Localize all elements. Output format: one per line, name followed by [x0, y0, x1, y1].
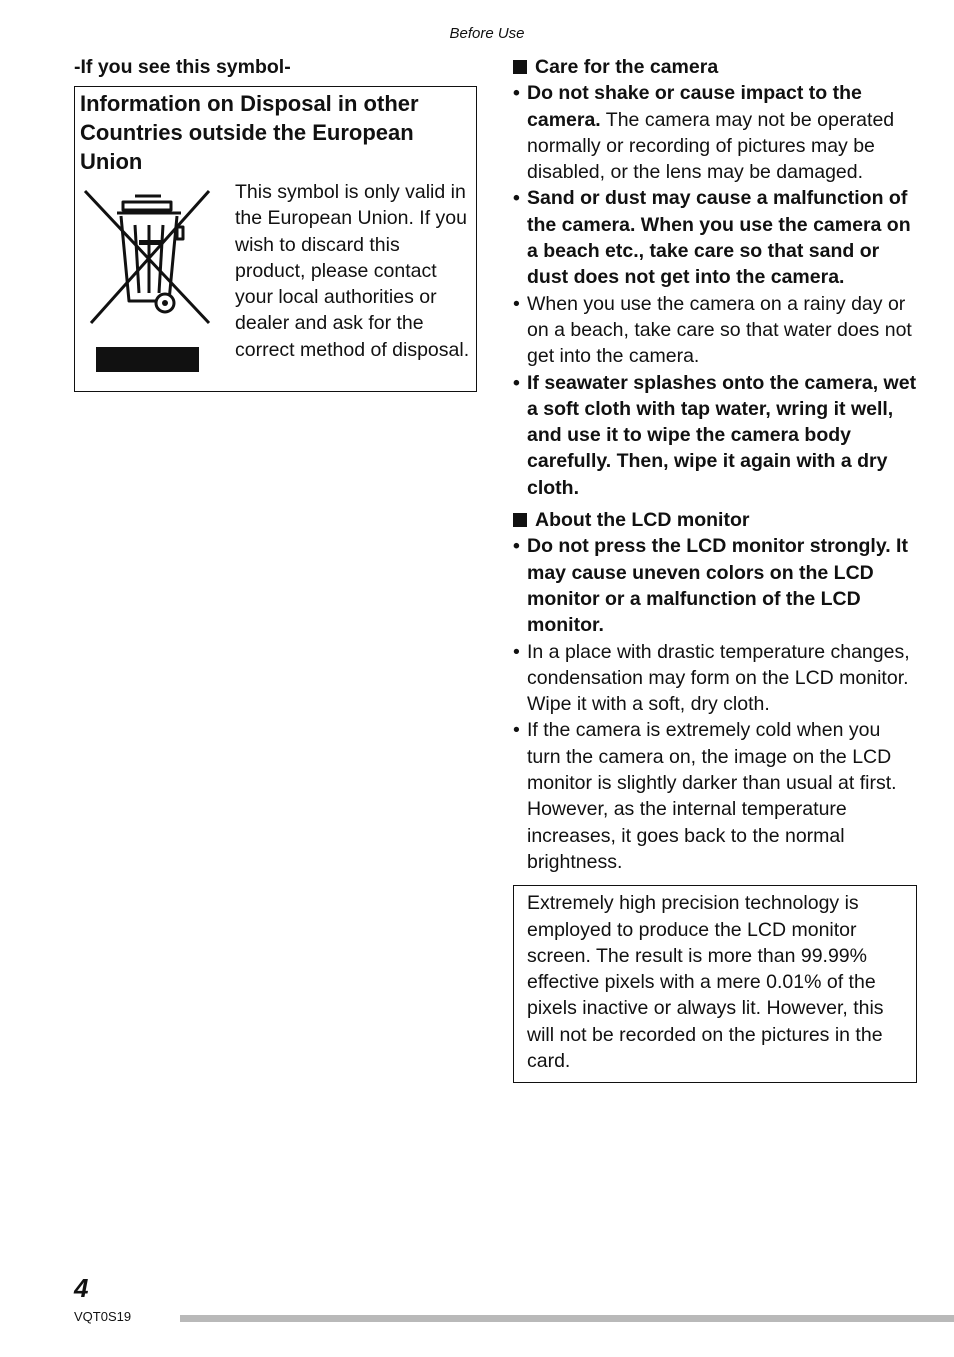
disposal-text: This symbol is only valid in the European Union. If you wish to discard this product, please contact your local authorities or dealer and ask for the correct method of disposal.: [235, 181, 470, 361]
care-list: [513, 80, 917, 501]
black-bar: [96, 347, 199, 372]
footer-bar: [180, 1315, 954, 1322]
crossed-out-wheelie-bin-icon: [83, 189, 213, 329]
page-number: 4: [74, 1273, 89, 1303]
square-bullet-icon: [513, 513, 527, 527]
care-item-1-bold: Do not shake or cause impact to the camera.: [527, 82, 862, 131]
lcd-heading: [513, 507, 917, 533]
list-item: • If seawater splashes onto the camera, wet a soft cloth with tap water, wring it well, and use it to wipe the camera body carefully. Then, wipe it again with a dry cloth.: [513, 370, 917, 501]
list-item: • In a place with drastic temperature changes, condensation may form on the LCD monitor. Wipe it with a soft, dry cloth.: [513, 639, 917, 718]
lcd-list: [513, 533, 917, 875]
care-and-lcd-section: [513, 54, 917, 1083]
care-heading-text: Care for the camera: [535, 56, 719, 78]
list-item: • Do not press the LCD monitor strongly. It may cause uneven colors on the LCD monitor or a malfunction of the LCD monitor.: [513, 533, 917, 638]
square-bullet-icon: [513, 60, 527, 74]
care-item-1-text: The camera may not be operated normally or recording of pictures may be disabled, or the lens may be damaged.: [527, 108, 895, 184]
disposal-box: [74, 86, 477, 392]
page-header: Before Use: [449, 25, 525, 42]
disposal-section: [74, 54, 477, 392]
disposal-title: Information on Disposal in other Countries outside the European Union: [80, 91, 419, 174]
document-code: VQT0S19: [74, 1309, 132, 1324]
list-item: • When you use the camera on a rainy day or on a beach, take care so that water does not get into the camera.: [513, 291, 917, 370]
care-heading: [513, 54, 917, 80]
list-item: • Sand or dust may cause a malfunction of the camera. When you use the camera on a beach etc., take care so that sand or dust does not get into the camera.: [513, 185, 917, 290]
symbol-intro: -If you see this symbol-: [74, 56, 291, 78]
lcd-heading-text: About the LCD monitor: [535, 509, 750, 532]
list-item: • If the camera is extremely cold when you turn the camera on, the image on the LCD monitor is slightly darker than usual at first. However, as the internal temperature increases, it goes back to the normal brightness.: [513, 717, 917, 875]
list-item: [513, 80, 917, 185]
lcd-precision-note: Extremely high precision technology is employed to produce the LCD monitor screen. The result is more than 99.99% effective pixels with a mere 0.01% of the pixels inactive or always lit. However, this will not be recorded on the pictures in the card.: [513, 885, 917, 1083]
